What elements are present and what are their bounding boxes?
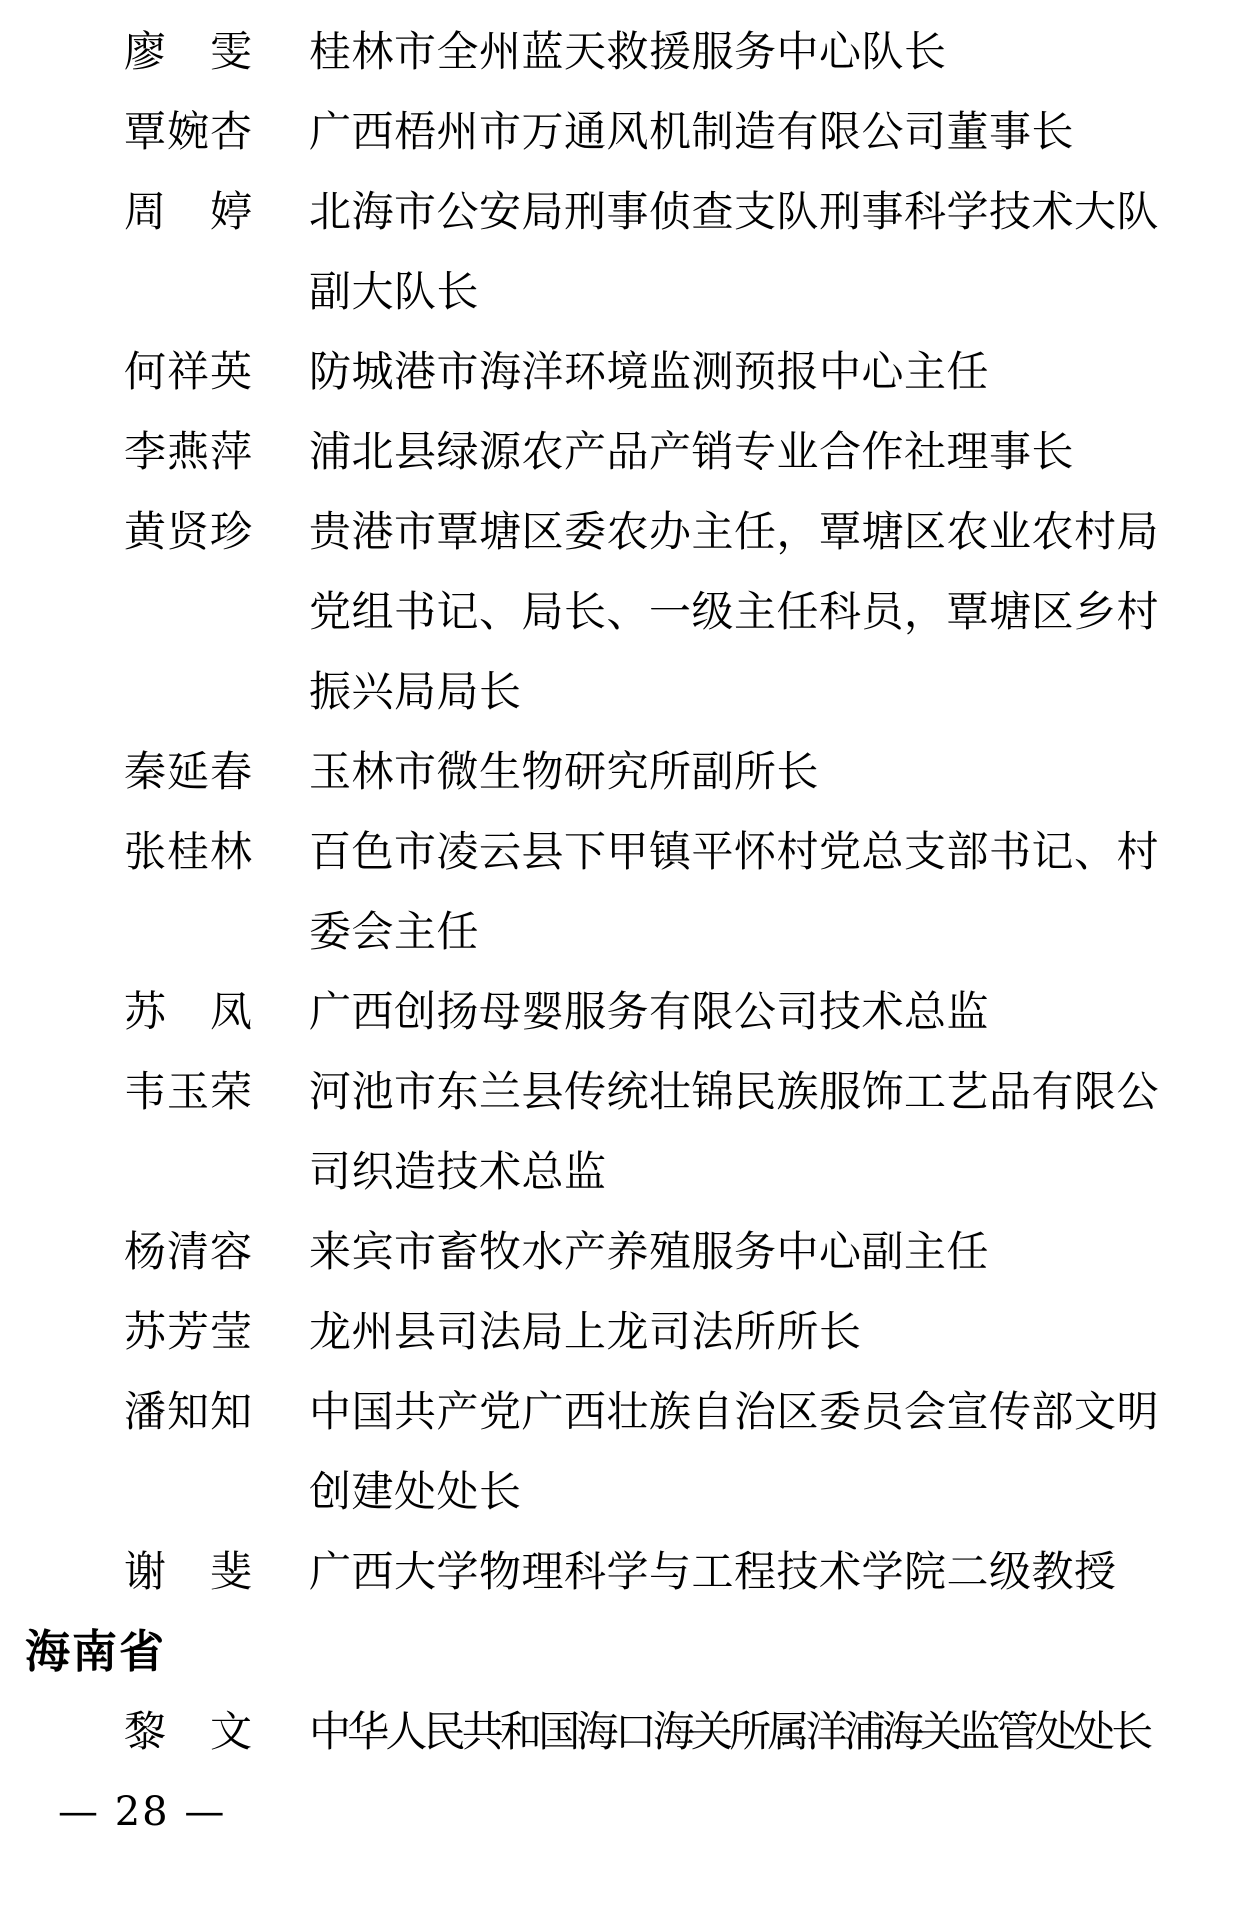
person-entry: [0, 1052, 1159, 1212]
person-title-line: 创建处处长: [309, 1467, 522, 1516]
person-entry: [0, 332, 1159, 412]
person-title: [309, 1372, 1159, 1532]
person-name: [124, 332, 252, 412]
person-name-char: 莹: [209, 1307, 252, 1356]
person-name: [124, 972, 252, 1052]
person-name-char: 婷: [209, 187, 252, 236]
person-entry: [0, 1532, 1159, 1612]
person-name-char: 容: [209, 1227, 252, 1276]
person-name-char: 韦: [124, 1067, 167, 1116]
person-name-char: 玉: [166, 1067, 209, 1116]
person-title: [309, 1532, 1117, 1612]
person-name: [124, 1292, 252, 1372]
person-name-char: 黄: [124, 507, 167, 556]
person-title-line: 龙州县司法局上龙司法所所长: [309, 1307, 862, 1356]
person-name-char: 珍: [209, 507, 252, 556]
person-entry: [0, 12, 1159, 92]
person-name-char: 谢: [124, 1547, 167, 1596]
person-title-line: 贵港市覃塘区委农办主任，覃塘区农业农村局: [309, 507, 1160, 556]
person-name-char: 斐: [209, 1547, 252, 1596]
person-name-char: 李: [124, 427, 167, 476]
person-name-char: 知: [166, 1387, 209, 1436]
person-name-char: 秦: [124, 747, 167, 796]
person-name-char: 英: [209, 347, 252, 396]
person-title-line: 百色市凌云县下甲镇平怀村党总支部书记、村: [309, 827, 1160, 876]
person-title: [309, 1692, 1149, 1772]
person-name-char: 芳: [166, 1307, 209, 1356]
awardee-list: [0, 12, 1159, 1772]
person-name-char: 清: [166, 1227, 209, 1276]
person-entry: [0, 972, 1159, 1052]
person-entry: [0, 92, 1159, 172]
person-name: [124, 732, 252, 812]
person-title-line: 中华人民共和国海口海关所属洋浦海关监管处处长: [309, 1707, 1150, 1756]
person-name-char: 婉: [166, 107, 209, 156]
person-name: [124, 1692, 252, 1772]
person-name: [124, 172, 252, 252]
person-name: [124, 492, 252, 572]
person-name-char: 凤: [209, 987, 252, 1036]
person-title-line: 桂林市全州蓝天救援服务中心队长: [309, 27, 947, 76]
page-number: — 28 —: [58, 1789, 227, 1835]
person-name: [124, 12, 252, 92]
person-name-char: 文: [209, 1707, 252, 1756]
person-name: [124, 812, 252, 892]
person-name-char: 荣: [209, 1067, 252, 1116]
person-name-char: 张: [124, 827, 167, 876]
person-title: [309, 172, 1159, 332]
page-footer: [58, 1772, 226, 1852]
person-name-char: 贤: [166, 507, 209, 556]
person-entry: [0, 732, 1159, 812]
person-entry: [0, 492, 1159, 732]
person-name: [124, 1052, 252, 1132]
person-name: [124, 1532, 252, 1612]
person-name-char: 春: [209, 747, 252, 796]
person-title-line: 司织造技术总监: [309, 1147, 607, 1196]
person-title: [309, 12, 947, 92]
person-title-line: 副大队长: [309, 267, 480, 316]
section-header: 海南省: [25, 1625, 167, 1678]
person-title-line: 中国共产党广西壮族自治区委员会宣传部文明: [309, 1387, 1160, 1436]
person-entry: [0, 812, 1159, 972]
person-title-line: 防城港市海洋环境监测预报中心主任: [309, 347, 990, 396]
person-entry: [0, 1372, 1159, 1532]
person-entry: [0, 1292, 1159, 1372]
person-name-char: 苏: [124, 987, 167, 1036]
person-name-char: 雯: [209, 27, 252, 76]
person-title: [309, 972, 989, 1052]
person-title-line: 委会主任: [309, 907, 480, 956]
person-name-char: 延: [166, 747, 209, 796]
person-name-char: 廖: [124, 27, 167, 76]
person-title: [309, 492, 1159, 732]
person-title-line: 浦北县绿源农产品产销专业合作社理事长: [309, 427, 1075, 476]
person-entry: [0, 172, 1159, 332]
person-title: [309, 412, 1074, 492]
person-name-char: 桂: [166, 827, 209, 876]
person-name-char: 何: [124, 347, 167, 396]
person-name-char: 覃: [124, 107, 167, 156]
person-name-char: 知: [209, 1387, 252, 1436]
person-name: [124, 412, 252, 492]
person-name-char: 祥: [166, 347, 209, 396]
person-name-char: 周: [124, 187, 167, 236]
person-title-line: 党组书记、局长、一级主任科员，覃塘区乡村: [309, 587, 1160, 636]
person-name: [124, 92, 252, 172]
person-title: [309, 812, 1159, 972]
person-name: [124, 1372, 252, 1452]
person-name-char: 杨: [124, 1227, 167, 1276]
person-name-char: 潘: [124, 1387, 167, 1436]
person-title-line: 振兴局局长: [309, 667, 522, 716]
person-title-line: 广西创扬母婴服务有限公司技术总监: [309, 987, 990, 1036]
person-title: [309, 1292, 862, 1372]
person-name-char: 杏: [209, 107, 252, 156]
person-title: [309, 1052, 1159, 1212]
person-name-char: 苏: [124, 1307, 167, 1356]
person-title-line: 河池市东兰县传统壮锦民族服饰工艺品有限公: [309, 1067, 1160, 1116]
person-name-char: 林: [209, 827, 252, 876]
person-title-line: 玉林市微生物研究所副所长: [309, 747, 820, 796]
person-name: [124, 1212, 252, 1292]
person-name-char: 黎: [124, 1707, 167, 1756]
person-title: [309, 332, 989, 412]
person-name-char: 燕: [166, 427, 209, 476]
person-entry: [0, 1692, 1159, 1772]
person-entry: [0, 1212, 1159, 1292]
person-title: [309, 92, 1074, 172]
person-title-line: 广西大学物理科学与工程技术学院二级教授: [309, 1547, 1117, 1596]
person-title: [309, 732, 819, 812]
person-title-line: 广西梧州市万通风机制造有限公司董事长: [309, 107, 1075, 156]
person-name-char: 萍: [209, 427, 252, 476]
person-title-line: 北海市公安局刑事侦查支队刑事科学技术大队: [309, 187, 1160, 236]
person-entry: [0, 412, 1159, 492]
person-title: [309, 1212, 989, 1292]
person-title-line: 来宾市畜牧水产养殖服务中心副主任: [309, 1227, 990, 1276]
